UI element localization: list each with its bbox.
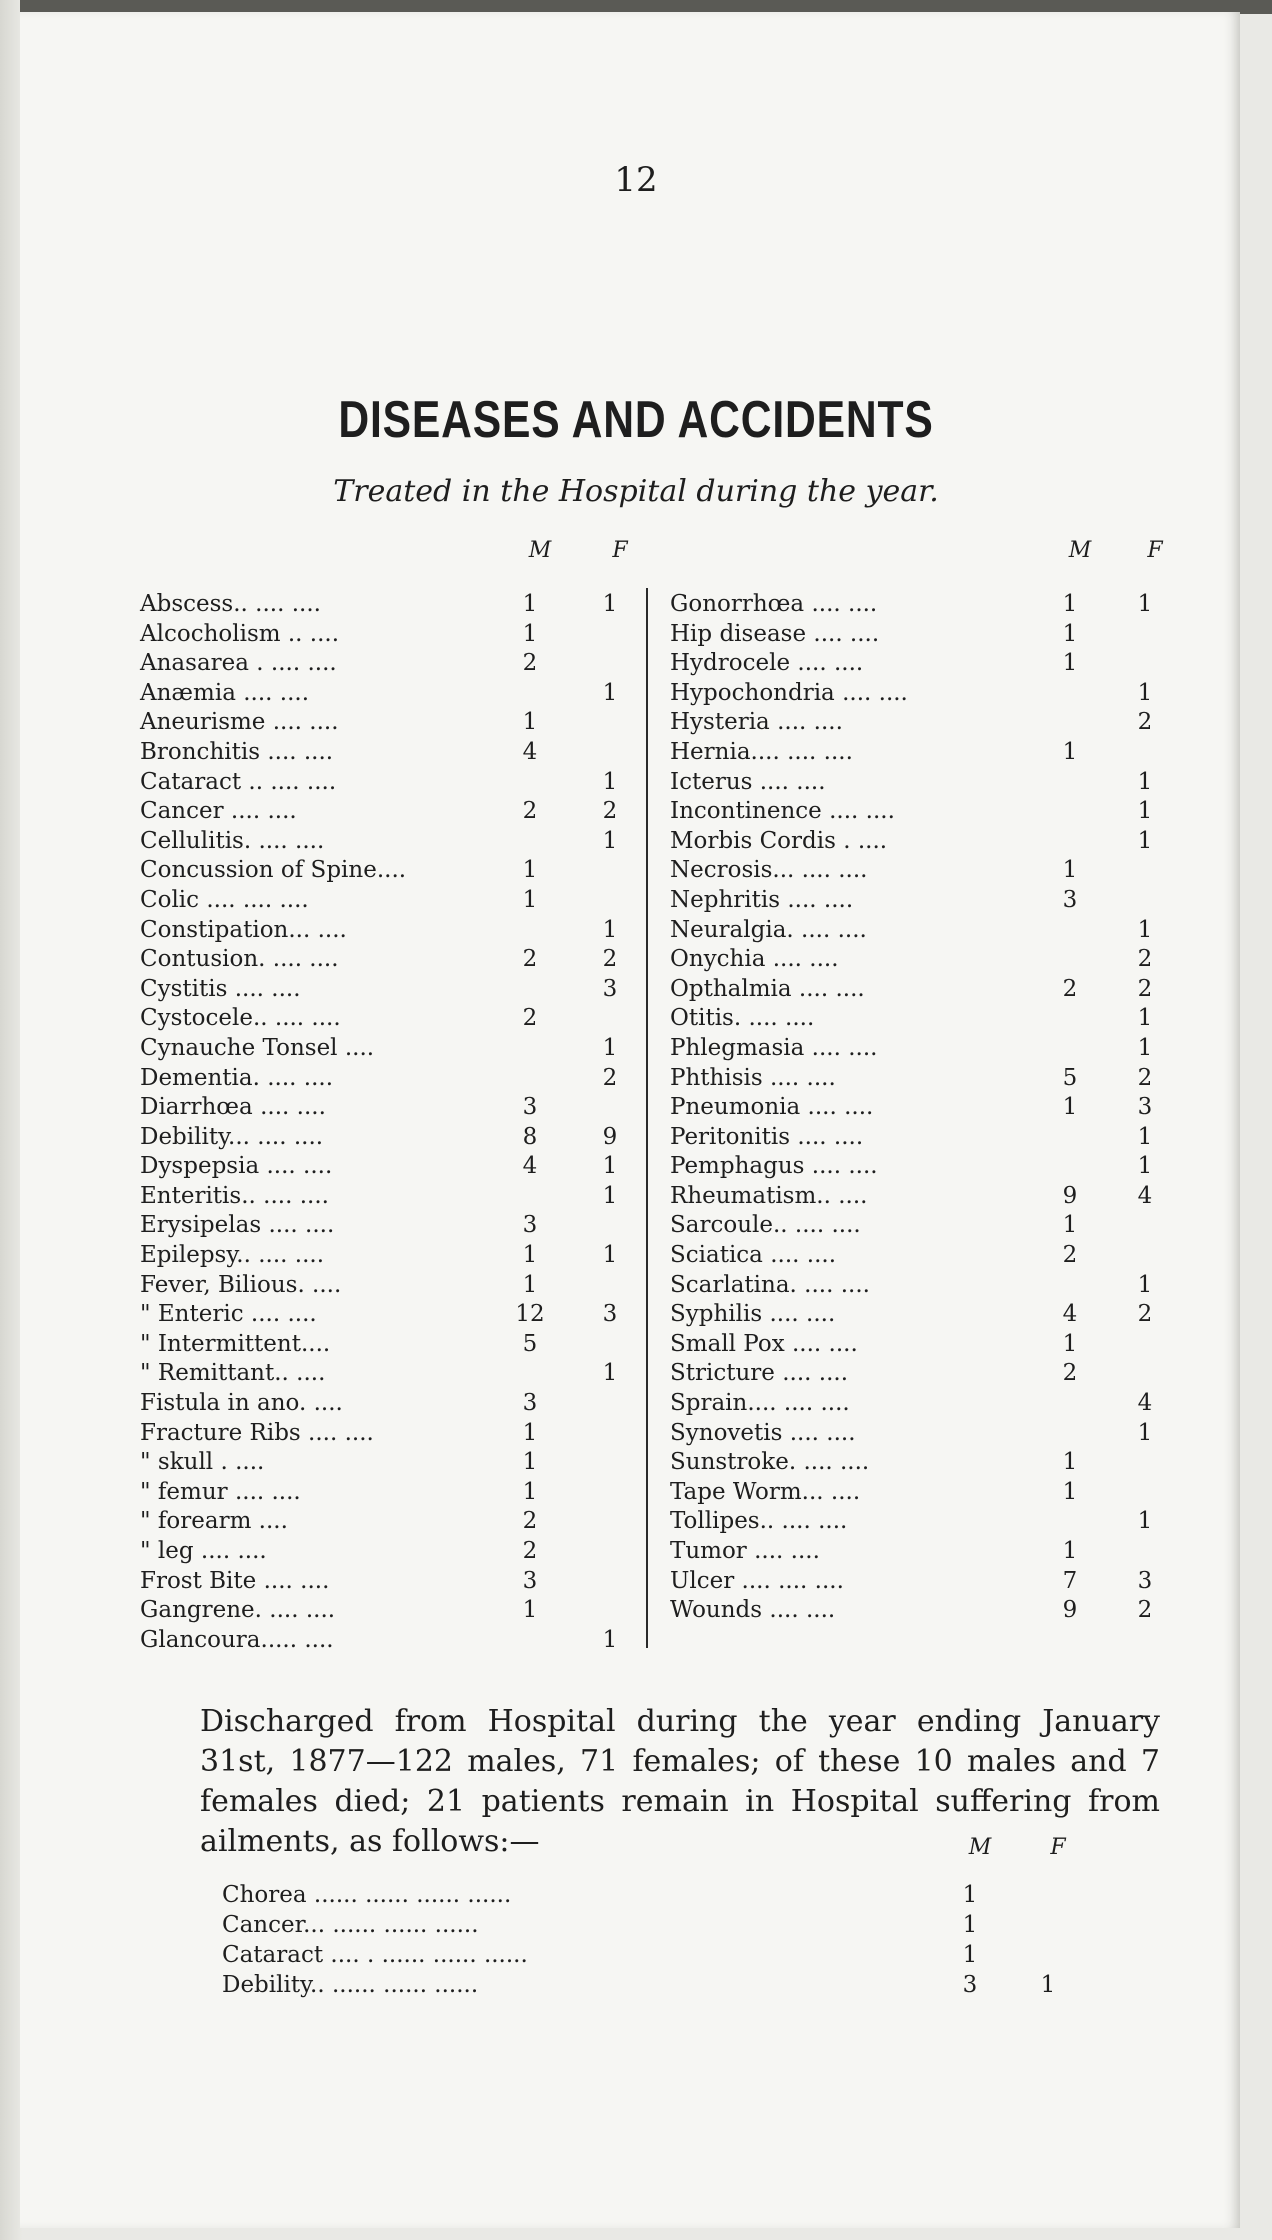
row-female-count: 1	[602, 1034, 618, 1061]
row-label: Cystitis .... ....	[140, 975, 301, 1002]
row-label: Ulcer .... .... ....	[670, 1567, 844, 1594]
row-label: " Intermittent....	[140, 1330, 331, 1357]
row-male-count: 3	[522, 1390, 538, 1417]
row-label: Onychia .... ....	[670, 946, 839, 973]
row-label: Dyspepsia .... ....	[140, 1153, 333, 1180]
row-label: Cataract .... . ...... ...... ......	[222, 1942, 528, 1968]
row-female-count: 1	[602, 679, 618, 706]
row-male-count: 1	[962, 1882, 978, 1908]
row-label: Constipation... ....	[140, 916, 347, 943]
row-label: Phthisis .... ....	[670, 1064, 836, 1091]
row-female-count: 3	[602, 975, 618, 1002]
row-label: Concussion of Spine....	[140, 857, 407, 884]
row-male-count: 4	[1062, 1301, 1078, 1328]
row-female-count: 2	[1137, 1301, 1153, 1328]
row-label: Opthalmia .... ....	[670, 975, 865, 1002]
row-label: Hypochondria .... ....	[670, 679, 908, 706]
row-female-count: 2	[1137, 709, 1153, 736]
row-label: Otitis. .... ....	[670, 1005, 815, 1032]
row-label: Morbis Cordis . ....	[670, 827, 888, 854]
row-male-count: 5	[522, 1330, 538, 1357]
row-label: Enteritis.. .... ....	[140, 1182, 329, 1209]
row-male-count: 1	[962, 1942, 978, 1968]
row-label: Fistula in ano. ....	[140, 1390, 343, 1417]
row-female-count: 1	[1137, 1153, 1153, 1180]
row-label: Fracture Ribs .... ....	[140, 1419, 374, 1446]
row-label: Small Pox .... ....	[670, 1330, 858, 1357]
row-label: Nephritis .... ....	[670, 886, 854, 913]
row-male-count: 2	[522, 798, 538, 825]
row-label: Incontinence .... ....	[670, 798, 895, 825]
row-label: Hernia.... .... ....	[670, 738, 853, 765]
row-male-count: 1	[1062, 620, 1078, 647]
row-label: Stricture .... ....	[670, 1360, 849, 1387]
row-male-count: 1	[1062, 1330, 1078, 1357]
row-female-count: 1	[1137, 1005, 1153, 1032]
row-label: " forearm ....	[140, 1508, 288, 1535]
row-male-count: 9	[1062, 1182, 1078, 1209]
row-male-count: 1	[522, 1419, 538, 1446]
row-male-count: 1	[962, 1912, 978, 1938]
row-male-count: 1	[1062, 857, 1078, 884]
row-male-count: 3	[522, 1567, 538, 1594]
row-female-count: 1	[602, 827, 618, 854]
row-male-count: 2	[1062, 1242, 1078, 1269]
row-female-count: 1	[602, 1182, 618, 1209]
row-label: Pemphagus .... ....	[670, 1153, 878, 1180]
discharge-summary: Discharged from Hospital during the year ending January 31st, 1877—122 males, 71 females; of these 10 males and 7 females died; 21 patients remain in Hospital suffering from ailments, as follows:—	[200, 1704, 1160, 1859]
row-label: " Remittant.. ....	[140, 1360, 326, 1387]
right-col-header-f: F	[1147, 538, 1163, 563]
row-label: Cellulitis. .... ....	[140, 827, 325, 854]
row-label: Sciatica .... ....	[670, 1242, 837, 1269]
row-label: Tape Worm... ....	[670, 1478, 861, 1505]
row-label: Gangrene. .... ....	[140, 1597, 336, 1624]
row-label: Hip disease .... ....	[670, 620, 880, 647]
page-subtitle: Treated in the Hospital during the year.	[333, 474, 939, 509]
row-male-count: 1	[1062, 1449, 1078, 1476]
row-label: Tumor .... ....	[670, 1538, 820, 1564]
row-label: Scarlatina. .... ....	[670, 1271, 870, 1298]
row-label: Wounds .... ....	[670, 1597, 836, 1624]
remaining-col-header-f: F	[1050, 1835, 1066, 1860]
row-female-count: 9	[602, 1123, 618, 1150]
row-label: " Enteric .... ....	[140, 1301, 317, 1328]
row-male-count: 9	[1062, 1597, 1078, 1624]
row-label: Neuralgia. .... ....	[670, 916, 867, 943]
row-male-count: 1	[1062, 650, 1078, 677]
row-label: Frost Bite .... ....	[140, 1567, 330, 1594]
row-label: Contusion. .... ....	[140, 946, 339, 973]
row-female-count: 1	[1137, 1271, 1153, 1298]
row-label: Fever, Bilious. ....	[140, 1271, 342, 1298]
row-label: Sunstroke. .... ....	[670, 1449, 870, 1476]
row-female-count: 1	[1137, 1508, 1153, 1535]
row-female-count: 2	[602, 946, 618, 973]
row-male-count: 1	[1062, 738, 1078, 765]
row-female-count: 1	[1137, 798, 1153, 825]
row-female-count: 2	[602, 1064, 618, 1091]
remaining-col-header-m: M	[968, 1835, 992, 1860]
row-label: Synovetis .... ....	[670, 1419, 856, 1446]
row-female-count: 1	[1137, 768, 1153, 795]
row-label: Hysteria .... ....	[670, 709, 843, 736]
row-label: Aneurisme .... ....	[140, 709, 339, 736]
row-label: Anæmia .... ....	[140, 679, 310, 706]
row-male-count: 3	[1062, 886, 1078, 913]
row-female-count: 3	[1137, 1094, 1153, 1121]
row-male-count: 1	[522, 1242, 538, 1269]
row-female-count: 3	[602, 1301, 618, 1328]
row-male-count: 1	[522, 709, 538, 736]
row-label: Bronchitis .... ....	[140, 738, 334, 765]
row-label: Tollipes.. .... ....	[670, 1508, 848, 1535]
row-label: Diarrhœa .... ....	[140, 1094, 326, 1121]
row-label: Phlegmasia .... ....	[670, 1034, 878, 1061]
row-label: Cancer... ...... ...... ......	[222, 1912, 479, 1938]
row-label: Chorea ...... ...... ...... ......	[222, 1882, 512, 1908]
row-label: Icterus .... ....	[670, 768, 826, 795]
row-female-count: 1	[602, 591, 618, 617]
row-female-count: 1	[602, 1360, 618, 1387]
row-male-count: 2	[522, 1005, 538, 1032]
row-label: Anasarea . .... ....	[140, 650, 337, 677]
row-male-count: 2	[522, 1508, 538, 1535]
row-female-count: 1	[1137, 916, 1153, 943]
row-female-count: 1	[1137, 1123, 1153, 1150]
row-female-count: 1	[1137, 1419, 1153, 1446]
row-female-count: 2	[1137, 1064, 1153, 1091]
row-male-count: 1	[522, 857, 538, 884]
row-label: Cystocele.. .... ....	[140, 1005, 341, 1032]
row-male-count: 1	[1062, 1094, 1078, 1121]
row-male-count: 3	[522, 1212, 538, 1239]
row-male-count: 1	[522, 886, 538, 913]
row-female-count: 1	[1137, 1034, 1153, 1061]
row-female-count: 1	[602, 768, 618, 795]
left-col-header-f: F	[612, 538, 628, 563]
row-male-count: 1	[522, 1478, 538, 1505]
row-female-count: 1	[1137, 827, 1153, 854]
row-male-count: 4	[522, 738, 538, 765]
row-label: Dementia. .... ....	[140, 1064, 334, 1091]
row-female-count: 1	[602, 1626, 618, 1653]
right-col-header-m: M	[1068, 538, 1092, 563]
left-col-header-m: M	[528, 538, 552, 563]
row-male-count: 1	[522, 1597, 538, 1624]
row-female-count: 1	[602, 1242, 618, 1269]
row-female-count: 1	[1137, 591, 1153, 617]
row-label: Debility... .... ....	[140, 1123, 324, 1150]
row-label: Syphilis .... ....	[670, 1301, 836, 1328]
row-label: Abscess.. .... ....	[140, 591, 321, 617]
row-label: Cancer .... ....	[140, 798, 297, 825]
row-label: Rheumatism.. ....	[670, 1182, 868, 1209]
row-male-count: 1	[522, 1449, 538, 1476]
row-label: Sprain.... .... ....	[670, 1390, 850, 1417]
page-number: 12	[614, 160, 658, 200]
row-male-count: 2	[1062, 975, 1078, 1002]
row-male-count: 12	[515, 1301, 545, 1328]
row-male-count: 2	[522, 650, 538, 677]
row-label: Epilepsy.. .... ....	[140, 1242, 325, 1269]
row-label: Hydrocele .... ....	[670, 650, 864, 677]
row-male-count: 3	[522, 1094, 538, 1121]
row-female-count: 2	[602, 798, 618, 825]
row-male-count: 8	[522, 1123, 538, 1150]
row-female-count: 2	[1137, 946, 1153, 973]
row-label: Gonorrhœa .... ....	[670, 591, 878, 617]
row-label: Cynauche Tonsel ....	[140, 1034, 375, 1061]
row-label: Necrosis... .... ....	[670, 857, 868, 884]
row-label: Pneumonia .... ....	[670, 1094, 874, 1121]
row-male-count: 1	[1062, 591, 1078, 617]
row-female-count: 2	[1137, 1597, 1153, 1624]
book-spine-shadow	[0, 0, 22, 2240]
row-female-count: 1	[1040, 1972, 1056, 1998]
row-male-count: 4	[522, 1153, 538, 1180]
row-label: Debility.. ...... ...... ......	[222, 1972, 479, 1998]
row-male-count: 5	[1062, 1064, 1078, 1091]
row-label: Glancoura..... ....	[140, 1626, 334, 1653]
row-label: Sarcoule.. .... ....	[670, 1212, 861, 1239]
row-male-count: 1	[522, 591, 538, 617]
column-divider	[646, 588, 648, 1648]
row-label: " femur .... ....	[140, 1478, 301, 1505]
row-female-count: 3	[1137, 1567, 1153, 1594]
row-label: " skull . ....	[140, 1449, 265, 1476]
row-male-count: 2	[522, 1538, 538, 1564]
row-male-count: 2	[1062, 1360, 1078, 1387]
page-title: DISEASES AND ACCIDENTS	[338, 391, 934, 449]
row-label: Colic .... .... ....	[140, 886, 309, 913]
row-female-count: 1	[602, 1153, 618, 1180]
row-label: Alcocholism .. ....	[140, 620, 340, 647]
row-male-count: 1	[1062, 1538, 1078, 1564]
row-male-count: 1	[1062, 1212, 1078, 1239]
row-female-count: 4	[1137, 1390, 1153, 1417]
row-male-count: 1	[1062, 1478, 1078, 1505]
row-label: " leg .... ....	[140, 1538, 267, 1564]
row-label: Cataract .. .... ....	[140, 768, 337, 795]
row-female-count: 2	[1137, 975, 1153, 1002]
row-male-count: 3	[962, 1972, 978, 1998]
row-male-count: 1	[522, 1271, 538, 1298]
row-label: Erysipelas .... ....	[140, 1212, 335, 1239]
row-male-count: 7	[1062, 1567, 1078, 1594]
row-female-count: 1	[1137, 679, 1153, 706]
row-male-count: 1	[522, 620, 538, 647]
row-label: Peritonitis .... ....	[670, 1123, 864, 1150]
row-female-count: 4	[1137, 1182, 1153, 1209]
row-female-count: 1	[602, 916, 618, 943]
row-male-count: 2	[522, 946, 538, 973]
